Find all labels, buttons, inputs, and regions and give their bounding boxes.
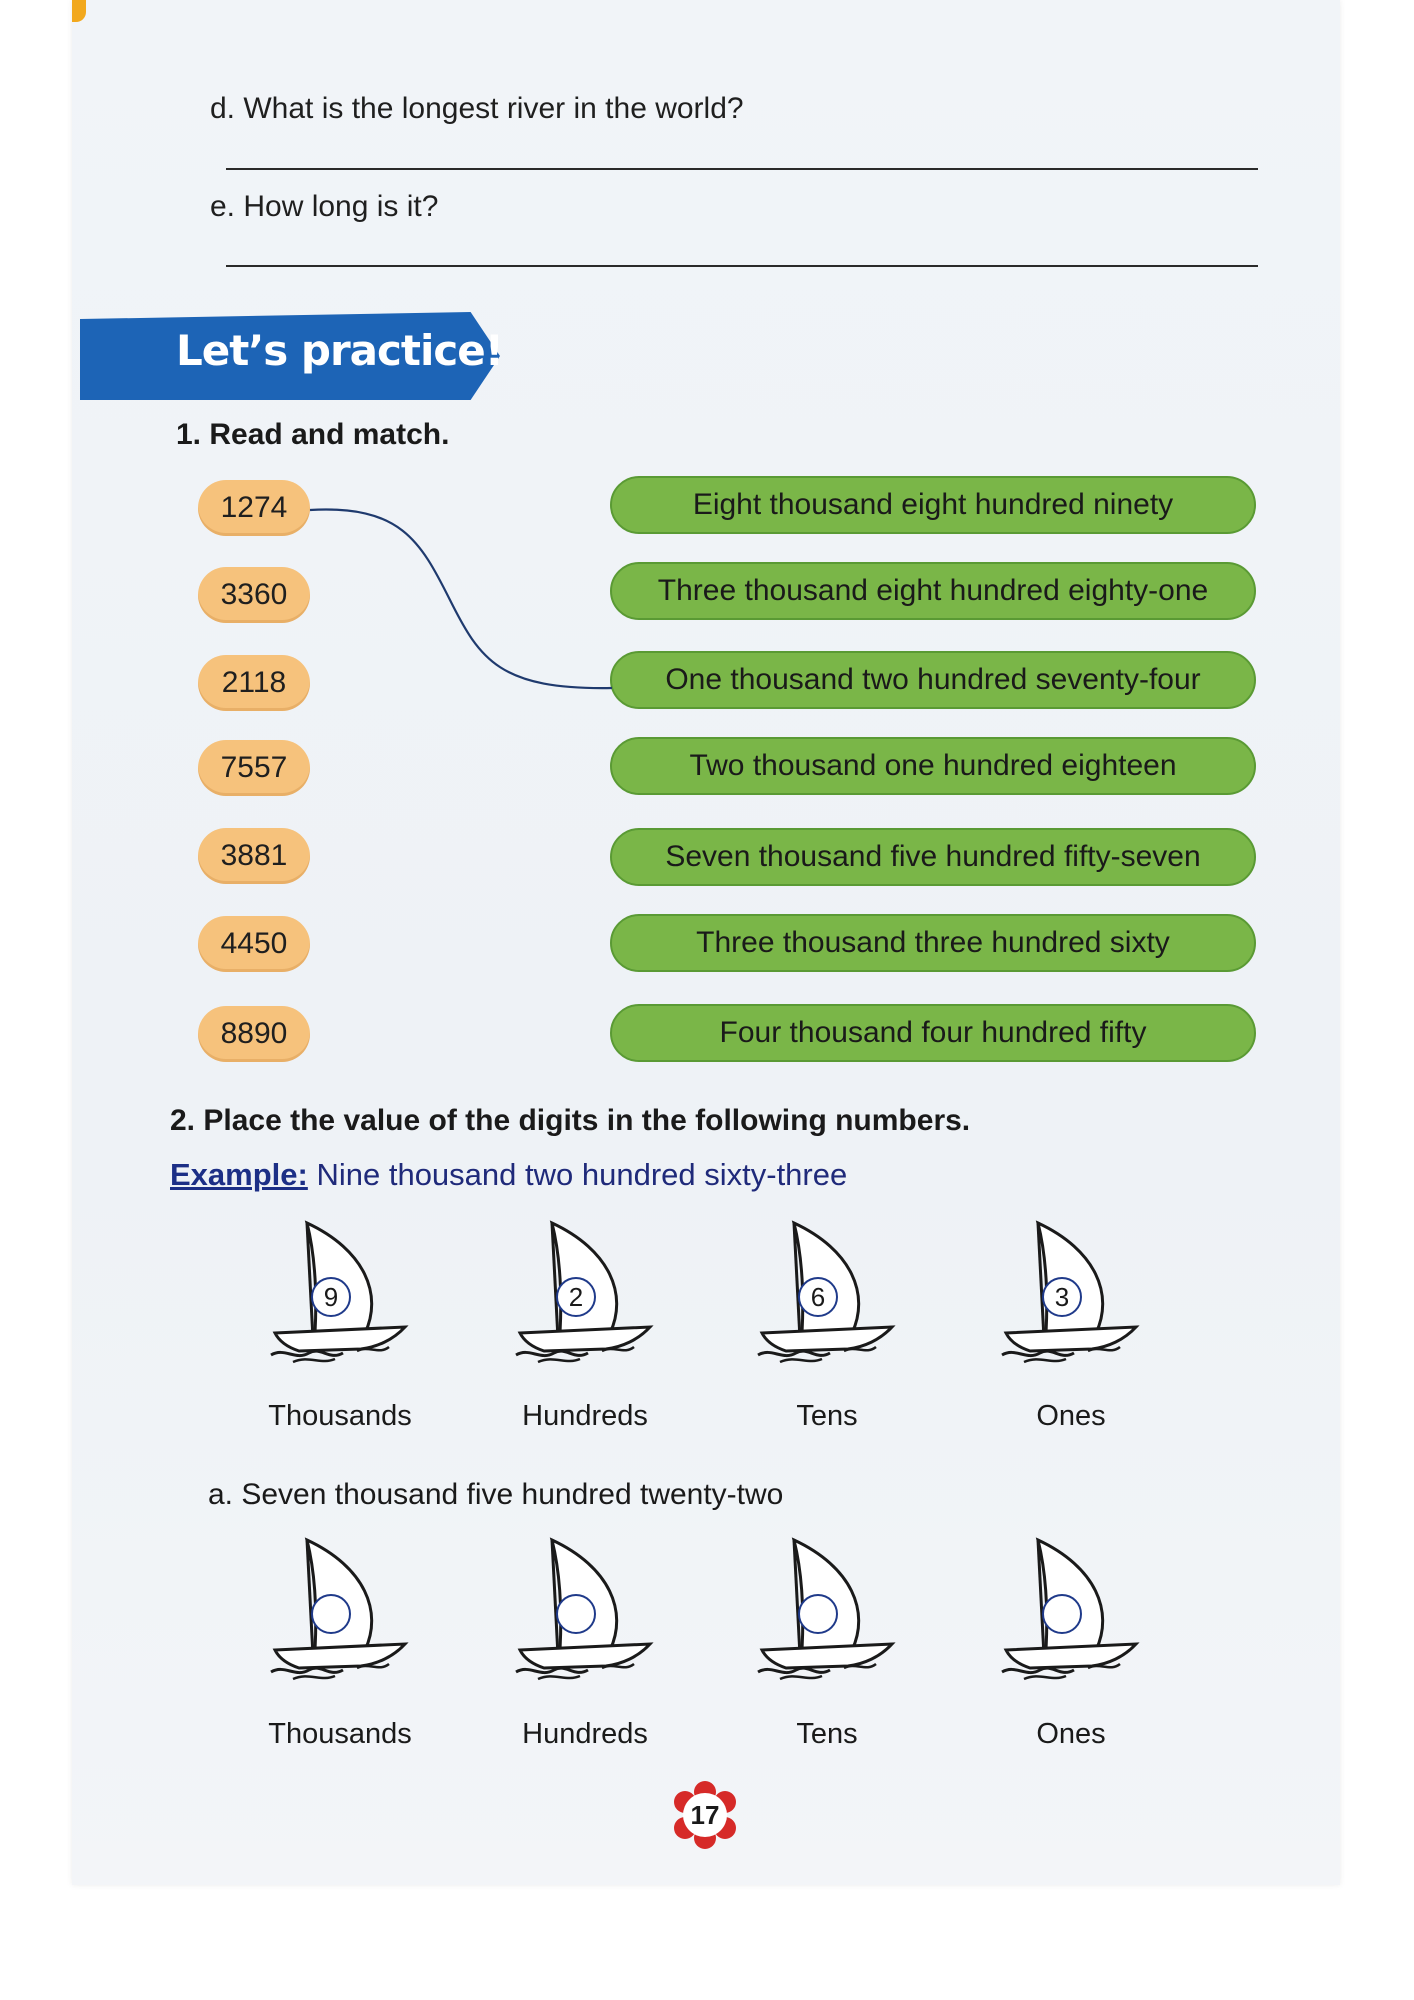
answer-line-d[interactable] <box>226 168 1258 170</box>
question-a-place-label-thousands: Thousands <box>268 1718 412 1750</box>
exercise-1-instruction: Read and match. <box>209 418 450 451</box>
example-place-label-thousands: Thousands <box>268 1400 412 1432</box>
question-a-place-label-hundreds: Hundreds <box>522 1718 648 1750</box>
word-pill-2[interactable]: Three thousand eight hundred eighty-one <box>610 562 1256 620</box>
page-number: 17 <box>690 1799 720 1830</box>
example-text: Nine thousand two hundred sixty-three <box>316 1157 848 1192</box>
number-pill-2118[interactable]: 2118 <box>198 655 310 711</box>
number-pill-1274[interactable]: 1274 <box>198 480 310 536</box>
question-a-place-label-tens: Tens <box>796 1718 858 1750</box>
question-a-digit-circle-hundreds[interactable] <box>556 1594 596 1634</box>
number-pill-8890[interactable]: 8890 <box>198 1006 310 1062</box>
question-a-digit-circle-ones[interactable] <box>1042 1594 1082 1634</box>
example-line <box>170 1157 847 1193</box>
question-a: a. Seven thousand five hundred twenty-two <box>208 1478 784 1511</box>
question-e: e. How long is it? <box>210 190 439 223</box>
example-digit-circle-thousands: 9 <box>311 1277 351 1317</box>
example-label: Example: <box>170 1157 308 1192</box>
number-pill-7557[interactable]: 7557 <box>198 740 310 796</box>
word-pill-1[interactable]: Eight thousand eight hundred ninety <box>610 476 1256 534</box>
example-place-label-ones: Ones <box>1036 1400 1106 1432</box>
exercise-2-number: 2. <box>170 1104 196 1137</box>
example-digit-circle-ones: 3 <box>1042 1277 1082 1317</box>
question-a-digit-circle-thousands[interactable] <box>311 1594 351 1634</box>
exercise-2-title <box>170 1104 970 1138</box>
example-place-label-hundreds: Hundreds <box>522 1400 648 1432</box>
number-pill-3881[interactable]: 3881 <box>198 828 310 884</box>
question-a-place-label-ones: Ones <box>1036 1718 1106 1750</box>
exercise-2-instruction: Place the value of the digits in the following numbers. <box>203 1104 971 1137</box>
exercise-1-number: 1. <box>176 418 202 451</box>
question-d: d. What is the longest river in the world? <box>210 92 744 125</box>
answer-line-e[interactable] <box>226 265 1258 267</box>
word-pill-4[interactable]: Two thousand one hundred eighteen <box>610 737 1256 795</box>
exercise-1-title <box>176 418 449 452</box>
example-place-label-tens: Tens <box>796 1400 858 1432</box>
word-pill-5[interactable]: Seven thousand five hundred fifty-seven <box>610 828 1256 886</box>
example-digit-circle-hundreds: 2 <box>556 1277 596 1317</box>
word-pill-7[interactable]: Four thousand four hundred fifty <box>610 1004 1256 1062</box>
question-a-digit-circle-tens[interactable] <box>798 1594 838 1634</box>
example-digit-circle-tens: 6 <box>798 1277 838 1317</box>
word-pill-3[interactable]: One thousand two hundred seventy-four <box>610 651 1256 709</box>
banner-title: Let’s practice! <box>176 326 503 375</box>
number-pill-4450[interactable]: 4450 <box>198 916 310 972</box>
word-pill-6[interactable]: Three thousand three hundred sixty <box>610 914 1256 972</box>
number-pill-3360[interactable]: 3360 <box>198 567 310 623</box>
